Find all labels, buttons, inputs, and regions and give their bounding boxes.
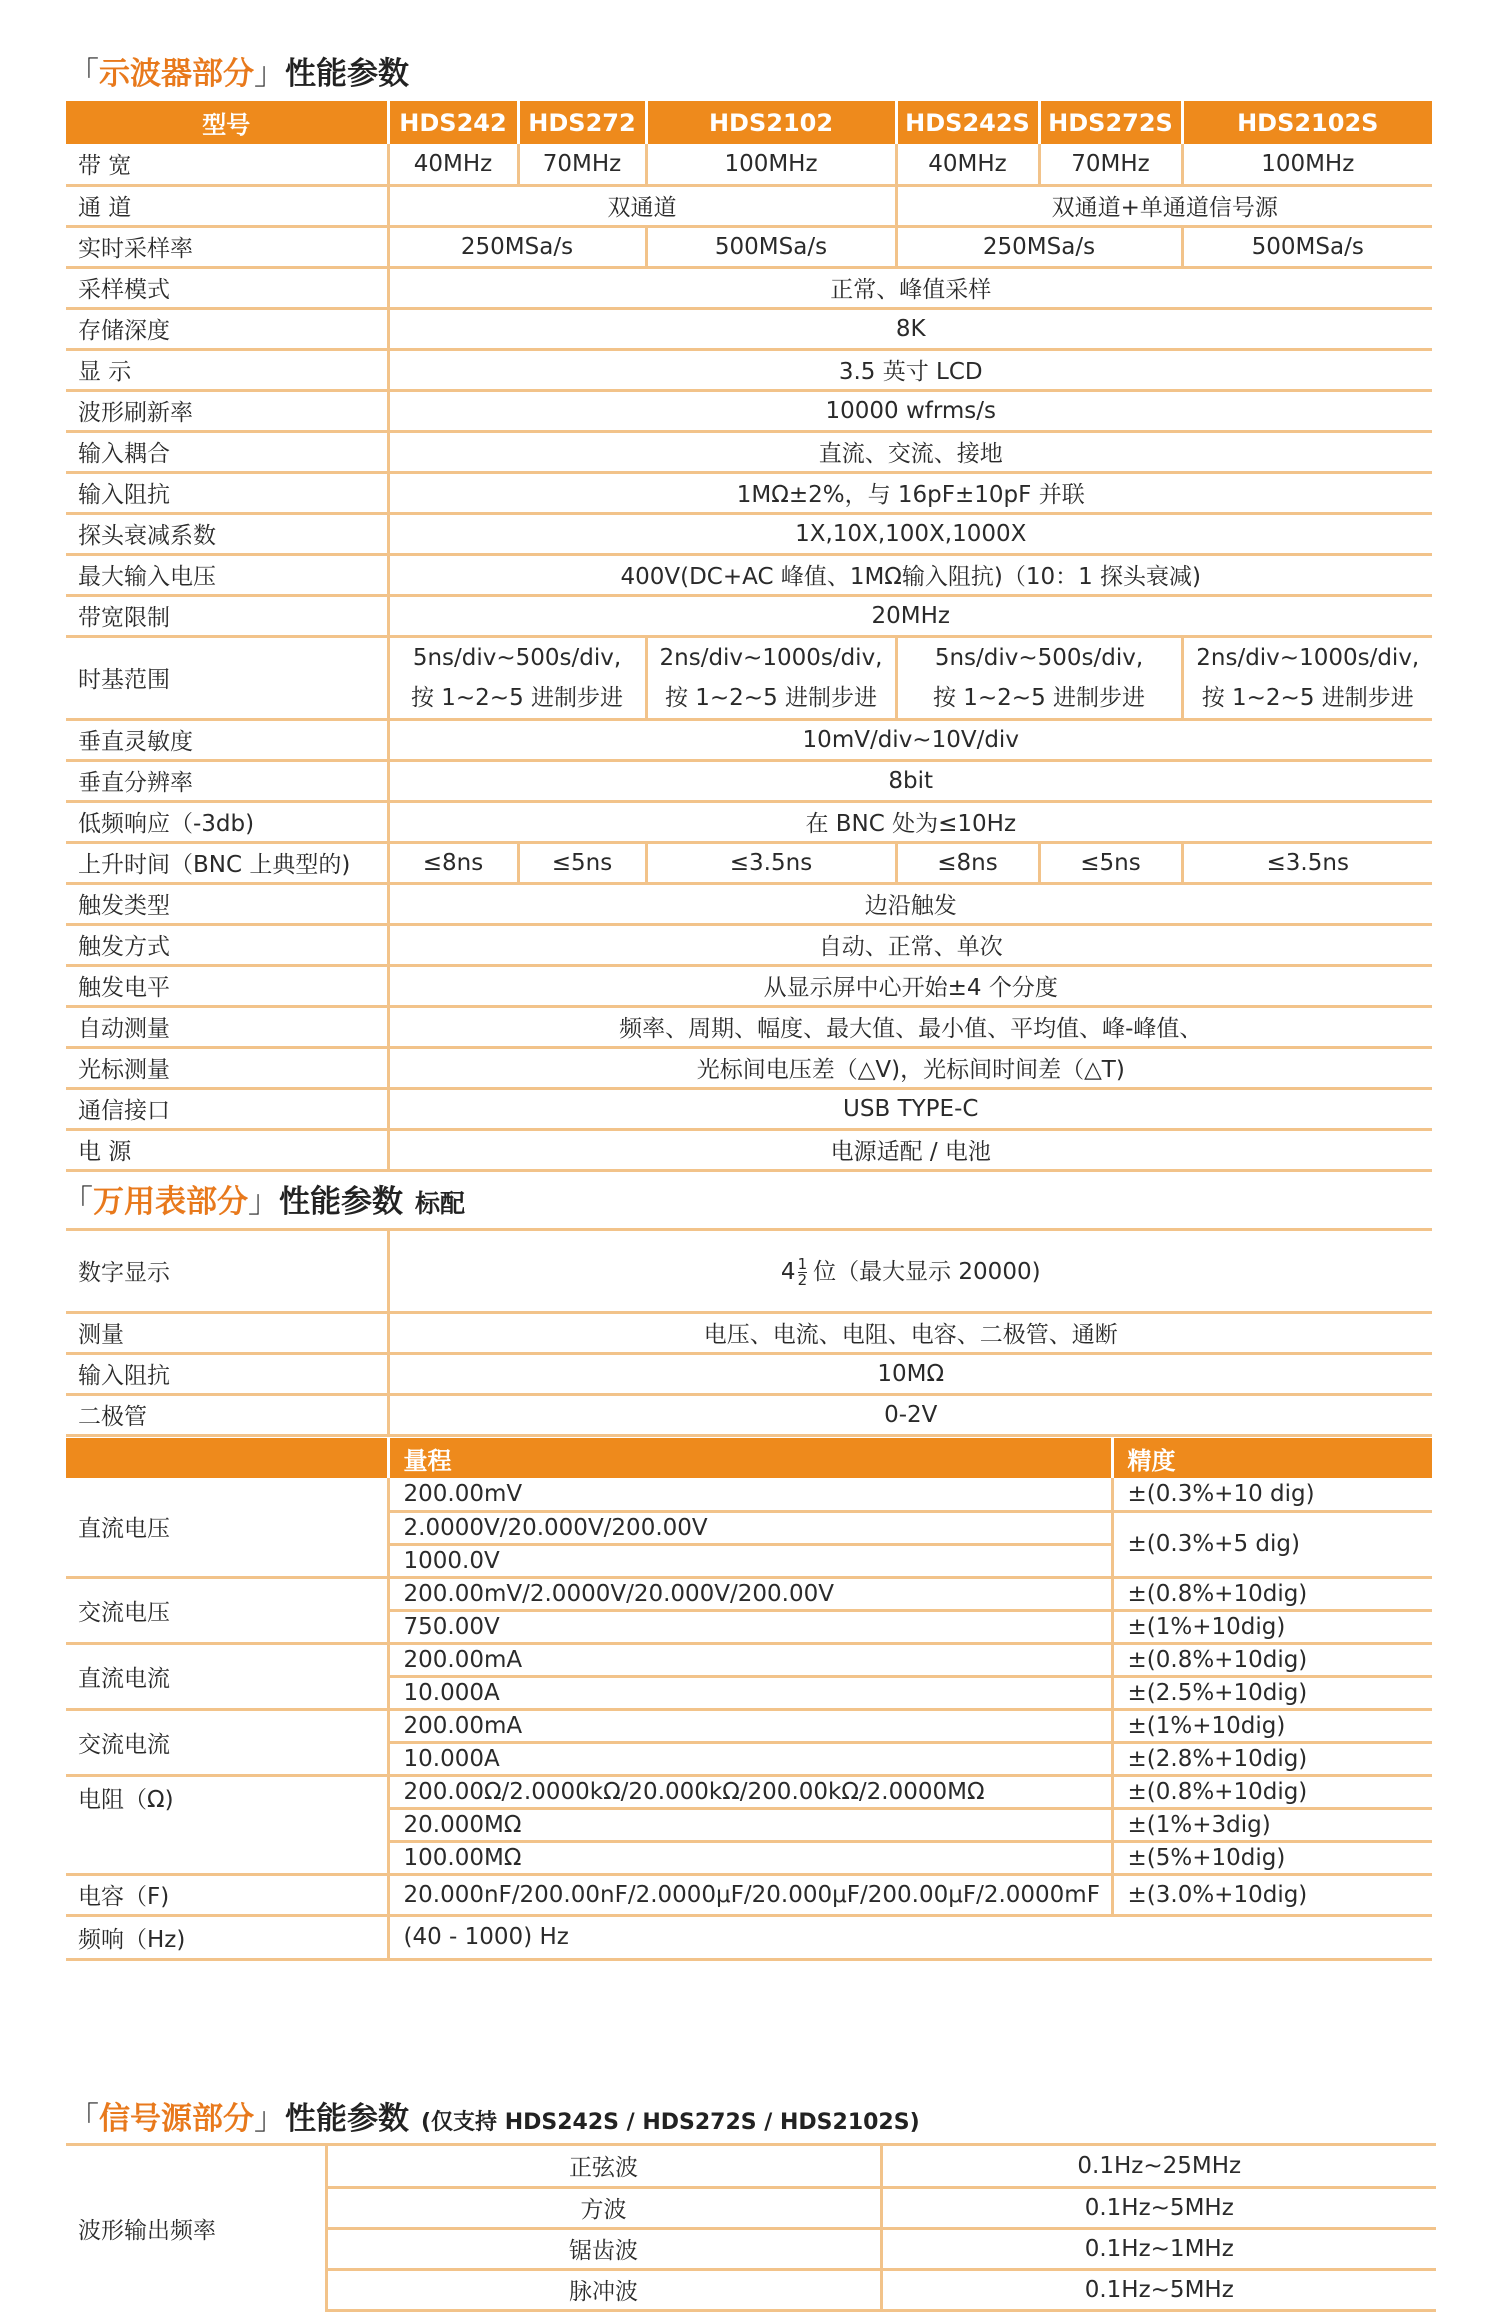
accuracy-value: ±(0.8%+10dig) (1112, 1577, 1432, 1610)
spec-label: 光标测量 (66, 1047, 388, 1088)
spec-value: 正常、峰值采样 (388, 267, 1432, 308)
spec-label: 存储深度 (66, 308, 388, 349)
accuracy-value: ±(2.5%+10dig) (1112, 1676, 1432, 1709)
accuracy-value: ±(2.8%+10dig) (1112, 1742, 1432, 1775)
spec-label: 垂直灵敏度 (66, 719, 388, 760)
spec-value: 3.5 英寸 LCD (388, 349, 1432, 390)
accuracy-value: ±(0.8%+10dig) (1112, 1775, 1432, 1808)
dmm-row-impedance (66, 1353, 1432, 1394)
spec-label: 带 宽 (66, 144, 388, 185)
spec-row-interface (66, 1088, 1432, 1129)
model-header-label: 型号 (66, 101, 388, 144)
accuracy-value: ±(0.3%+5 dig) (1112, 1511, 1432, 1577)
spec-label: 触发类型 (66, 883, 388, 924)
spec-value: USB TYPE-C (388, 1088, 1432, 1129)
spec-row-bandwidth (66, 144, 1432, 185)
spec-value: 2ns/div~1000s/div, 按 1~2~5 进制步进 (646, 636, 896, 719)
spec-value: 5ns/div~500s/div, 按 1~2~5 进制步进 (388, 636, 646, 719)
spec-value: 10MΩ (388, 1353, 1432, 1394)
range-value: 100.00MΩ (388, 1841, 1112, 1874)
spec-label: 触发电平 (66, 965, 388, 1006)
spec-row-power (66, 1129, 1432, 1170)
spec-label: 自动测量 (66, 1006, 388, 1047)
spec-value: 直流、交流、接地 (388, 431, 1432, 472)
multimeter-basic-table (66, 1231, 1432, 1437)
spec-row-probe-attenuation (66, 513, 1432, 554)
spec-value: 8K (388, 308, 1432, 349)
signal-row (66, 2146, 1436, 2187)
signal-section-title: 「信号源部分」性能参数 (仅支持 HDS242S / HDS272S / HDS2102S) (68, 2101, 920, 2137)
half-fraction: $\frac{1}{2}$ (797, 1255, 808, 1290)
range-row-dcv (66, 1478, 1432, 1511)
range-value: 10.000A (388, 1676, 1112, 1709)
spec-label: 通 道 (66, 185, 388, 226)
spec-label: 最大输入电压 (66, 554, 388, 595)
model-name: HDS242 (388, 101, 518, 144)
spec-label: 输入阻抗 (66, 1353, 388, 1394)
model-name: HDS272 (518, 101, 646, 144)
spec-value: 从显示屏中心开始±4 个分度 (388, 965, 1432, 1006)
range-value: 1000.0V (388, 1544, 1112, 1577)
range-value: (40 - 1000) Hz (388, 1915, 1432, 1959)
range-row-frequency (66, 1915, 1432, 1959)
range-value: 200.00mV (388, 1478, 1112, 1511)
spec-row-max-input (66, 554, 1432, 595)
spec-value: 10mV/div~10V/div (388, 719, 1432, 760)
spec-label: 数字显示 (66, 1231, 388, 1312)
spec-row-display (66, 349, 1432, 390)
range-row-aca (66, 1709, 1432, 1742)
range-label: 直流电流 (66, 1643, 388, 1709)
spec-value: 70MHz (518, 144, 646, 185)
spec-value: ≤8ns (896, 842, 1039, 883)
spec-value: 双通道 (388, 185, 896, 226)
spec-row-cursor-measure (66, 1047, 1432, 1088)
accuracy-value: ±(1%+3dig) (1112, 1808, 1432, 1841)
accuracy-value: ±(0.3%+10 dig) (1112, 1478, 1432, 1511)
spec-value: 自动、正常、单次 (388, 924, 1432, 965)
spec-value: ≤3.5ns (646, 842, 896, 883)
range-label: 电阻（Ω) (66, 1775, 388, 1874)
spec-row-vertical-sensitivity (66, 719, 1432, 760)
spec-value: ≤5ns (1039, 842, 1182, 883)
range-value: 10.000A (388, 1742, 1112, 1775)
spec-value: 边沿触发 (388, 883, 1432, 924)
accuracy-value: ±(1%+10dig) (1112, 1709, 1432, 1742)
spec-value: 20MHz (388, 595, 1432, 636)
dmm-row-measure (66, 1312, 1432, 1353)
spec-label: 探头衰减系数 (66, 513, 388, 554)
accuracy-value: ±(1%+10dig) (1112, 1610, 1432, 1643)
accuracy-header: 精度 (1112, 1438, 1432, 1478)
range-value: 750.00V (388, 1610, 1112, 1643)
spec-label: 输入阻抗 (66, 472, 388, 513)
multimeter-section-title: 「万用表部分」性能参数 标配 (62, 1184, 466, 1220)
waveform-name: 方波 (326, 2187, 881, 2228)
range-label: 直流电压 (66, 1478, 388, 1577)
spec-value: 10000 wfrms/s (388, 390, 1432, 431)
spec-value: 双通道+单通道信号源 (896, 185, 1432, 226)
waveform-freq: 0.1Hz~1MHz (881, 2228, 1436, 2269)
spec-label: 实时采样率 (66, 226, 388, 267)
spec-value: 光标间电压差（△V)，光标间时间差（△T) (388, 1047, 1432, 1088)
spec-row-input-coupling (66, 431, 1432, 472)
range-value: 200.00mA (388, 1709, 1112, 1742)
range-label: 交流电流 (66, 1709, 388, 1775)
range-row-acv (66, 1577, 1432, 1610)
waveform-name: 脉冲波 (326, 2269, 881, 2310)
range-value: 2.0000V/20.000V/200.00V (388, 1511, 1112, 1544)
range-label: 频响（Hz) (66, 1915, 388, 1959)
spec-value: ≤8ns (388, 842, 518, 883)
spec-row-memory-depth (66, 308, 1432, 349)
range-header: 量程 (388, 1438, 1112, 1478)
spec-value: 40MHz (896, 144, 1039, 185)
spec-value: ≤5ns (518, 842, 646, 883)
spec-value: 在 BNC 处为≤10Hz (388, 801, 1432, 842)
range-value: 200.00mV/2.0000V/20.000V/200.00V (388, 1577, 1112, 1610)
spec-label: 测量 (66, 1312, 388, 1353)
waveform-name: 正弦波 (326, 2146, 881, 2187)
spec-value: 2ns/div~1000s/div, 按 1~2~5 进制步进 (1182, 636, 1432, 719)
spec-value: 0-2V (388, 1394, 1432, 1435)
oscilloscope-section-title: 「示波器部分」性能参数 (68, 56, 409, 92)
model-name: HDS2102S (1182, 101, 1432, 144)
spec-value: 5ns/div~500s/div, 按 1~2~5 进制步进 (896, 636, 1182, 719)
spec-label: 时基范围 (66, 636, 388, 719)
spec-label: 电 源 (66, 1129, 388, 1170)
spec-label: 显 示 (66, 349, 388, 390)
spec-label: 波形刷新率 (66, 390, 388, 431)
accuracy-value: ±(5%+10dig) (1112, 1841, 1432, 1874)
model-name: HDS2102 (646, 101, 896, 144)
spec-label: 二极管 (66, 1394, 388, 1435)
signal-label: 波形输出频率 (66, 2146, 326, 2310)
spec-row-sample-mode (66, 267, 1432, 308)
spec-value: 电源适配 / 电池 (388, 1129, 1432, 1170)
range-header-blank (66, 1438, 388, 1478)
range-row-resistance (66, 1775, 1432, 1808)
range-value: 200.00Ω/2.0000kΩ/20.000kΩ/200.00kΩ/2.0000MΩ (388, 1775, 1112, 1808)
spec-label: 通信接口 (66, 1088, 388, 1129)
spec-value: 40MHz (388, 144, 518, 185)
spec-row-trigger-type (66, 883, 1432, 924)
spec-row-channels (66, 185, 1432, 226)
range-header-row (66, 1438, 1432, 1478)
spec-value: 70MHz (1039, 144, 1182, 185)
spec-value: 100MHz (646, 144, 896, 185)
accuracy-value: ±(0.8%+10dig) (1112, 1643, 1432, 1676)
spec-value: 400V(DC+AC 峰值、1MΩ输入阻抗)（10：1 探头衰减) (388, 554, 1432, 595)
oscilloscope-spec-table (66, 101, 1432, 1172)
spec-value: 1MΩ±2%，与 16pF±10pF 并联 (388, 472, 1432, 513)
model-header-row (66, 101, 1432, 144)
spec-label: 低频响应（-3db) (66, 801, 388, 842)
spec-label: 垂直分辨率 (66, 760, 388, 801)
multimeter-range-table (66, 1438, 1432, 1961)
spec-row-low-freq-response (66, 801, 1432, 842)
spec-row-trigger-mode (66, 924, 1432, 965)
range-row-dca (66, 1643, 1432, 1676)
spec-row-sample-rate (66, 226, 1432, 267)
spec-row-vertical-resolution (66, 760, 1432, 801)
range-label: 电容（F) (66, 1874, 388, 1915)
spec-label: 触发方式 (66, 924, 388, 965)
spec-value: 250MSa/s (896, 226, 1182, 267)
dmm-row-diode (66, 1394, 1432, 1435)
spec-row-timebase (66, 636, 1432, 719)
spec-value: 1X,10X,100X,1000X (388, 513, 1432, 554)
range-label: 交流电压 (66, 1577, 388, 1643)
spec-value: 100MHz (1182, 144, 1432, 185)
spec-value: 8bit (388, 760, 1432, 801)
dmm-row-digits (66, 1231, 1432, 1312)
spec-label: 上升时间（BNC 上典型的) (66, 842, 388, 883)
range-value: 20.000MΩ (388, 1808, 1112, 1841)
spec-row-rise-time (66, 842, 1432, 883)
signal-spec-table (66, 2146, 1436, 2312)
waveform-freq: 0.1Hz~5MHz (881, 2269, 1436, 2310)
spec-value: 频率、周期、幅度、最大值、最小值、平均值、峰-峰值、 (388, 1006, 1432, 1047)
waveform-freq: 0.1Hz~5MHz (881, 2187, 1436, 2228)
waveform-name: 锯齿波 (326, 2228, 881, 2269)
range-value: 20.000nF/200.00nF/2.0000μF/20.000μF/200.00μF/2.0000mF (388, 1874, 1112, 1915)
spec-row-bandwidth-limit (66, 595, 1432, 636)
spec-label: 采样模式 (66, 267, 388, 308)
accuracy-value: ±(3.0%+10dig) (1112, 1874, 1432, 1915)
spec-value: 500MSa/s (1182, 226, 1432, 267)
spec-row-refresh-rate (66, 390, 1432, 431)
model-name: HDS242S (896, 101, 1039, 144)
spec-value: 电压、电流、电阻、电容、二极管、通断 (388, 1312, 1432, 1353)
range-value: 200.00mA (388, 1643, 1112, 1676)
spec-value: 500MSa/s (646, 226, 896, 267)
waveform-freq: 0.1Hz~25MHz (881, 2146, 1436, 2187)
spec-row-trigger-level (66, 965, 1432, 1006)
spec-row-auto-measure (66, 1006, 1432, 1047)
model-name: HDS272S (1039, 101, 1182, 144)
spec-row-input-impedance (66, 472, 1432, 513)
spec-label: 带宽限制 (66, 595, 388, 636)
spec-value: 4 $\frac{1}{2}$ 位（最大显示 20000) (388, 1231, 1432, 1312)
spec-value: ≤3.5ns (1182, 842, 1432, 883)
range-row-capacitance (66, 1874, 1432, 1915)
spec-label: 输入耦合 (66, 431, 388, 472)
spec-value: 250MSa/s (388, 226, 646, 267)
